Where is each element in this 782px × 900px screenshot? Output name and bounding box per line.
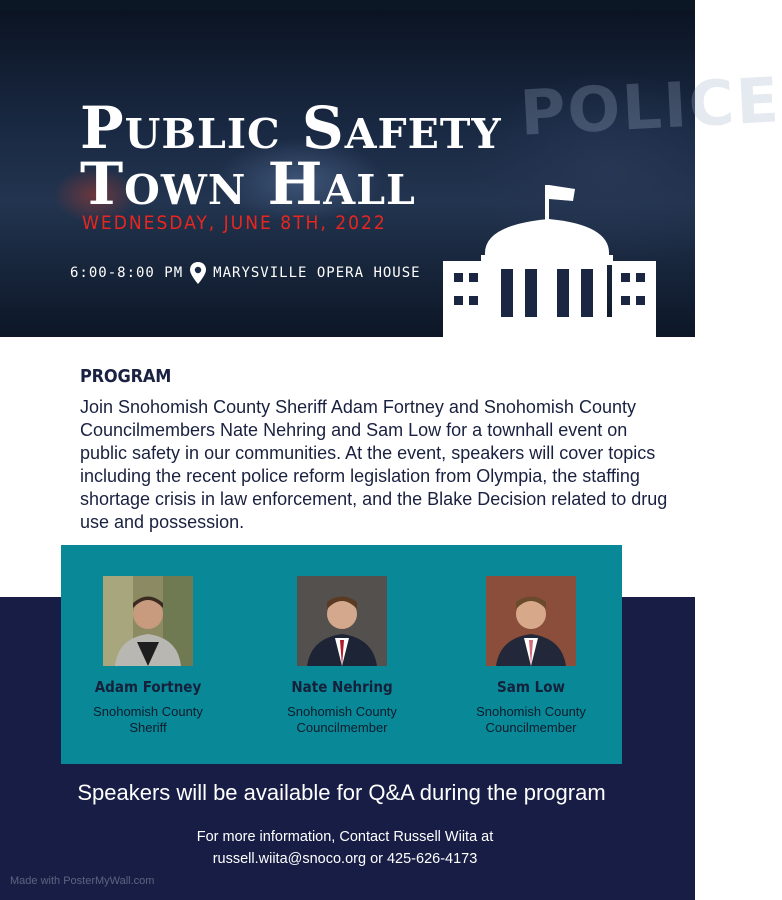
speaker-role: Snohomish County Councilmember (287, 704, 397, 735)
speaker-name: Sam Low (497, 678, 565, 696)
title-line-1: Public Safety (80, 94, 502, 162)
speaker-role: Snohomish County Councilmember (476, 704, 586, 735)
time-venue-row (70, 262, 421, 284)
event-date: WEDNESDAY, JUNE 8TH, 2022 (82, 212, 387, 234)
event-title (80, 94, 502, 218)
speaker-role: Snohomish County Sheriff (93, 704, 203, 735)
town-hall-building-icon (443, 183, 656, 338)
contact-line-1: For more information, Contact Russell Wiita at (196, 829, 494, 845)
speaker-name: Adam Fortney (94, 678, 202, 696)
watermark: Made with PosterMyWall.com (10, 875, 155, 887)
contact-line-2: russell.wiita@snoco.org or 425-626-4173 (212, 851, 478, 867)
program-description: Join Snohomish County Sheriff Adam Fortney and Snohomish County Councilmembers Nate Nehring and Sam Low for a townhall event on public safety in our communities. At the event, speakers will cover topics including the recent police reform legislation from Olympia, the staffing shortage crisis in law enforcement, and the Blake Decision related to drug use and possession. (80, 397, 668, 532)
speaker-card (456, 576, 606, 736)
contact-info (0, 826, 690, 870)
event-venue: MARYSVILLE OPERA HOUSE (213, 265, 421, 281)
title-line-2: Town Hall (80, 150, 416, 218)
program-heading: PROGRAM (80, 366, 172, 387)
speaker-name: Nate Nehring (291, 678, 393, 696)
qa-note: Speakers will be available for Q&A during the program (77, 780, 606, 805)
event-time: 6:00-8:00 PM (70, 265, 184, 281)
speaker-card (73, 576, 223, 736)
speaker-photo (297, 576, 387, 666)
speakers-panel (61, 545, 622, 764)
speaker-photo (486, 576, 576, 666)
speaker-photo (103, 576, 193, 666)
police-background-text: POLICE (518, 63, 782, 150)
speaker-card (267, 576, 417, 736)
location-pin-icon (189, 262, 207, 284)
top-bar (0, 0, 695, 10)
